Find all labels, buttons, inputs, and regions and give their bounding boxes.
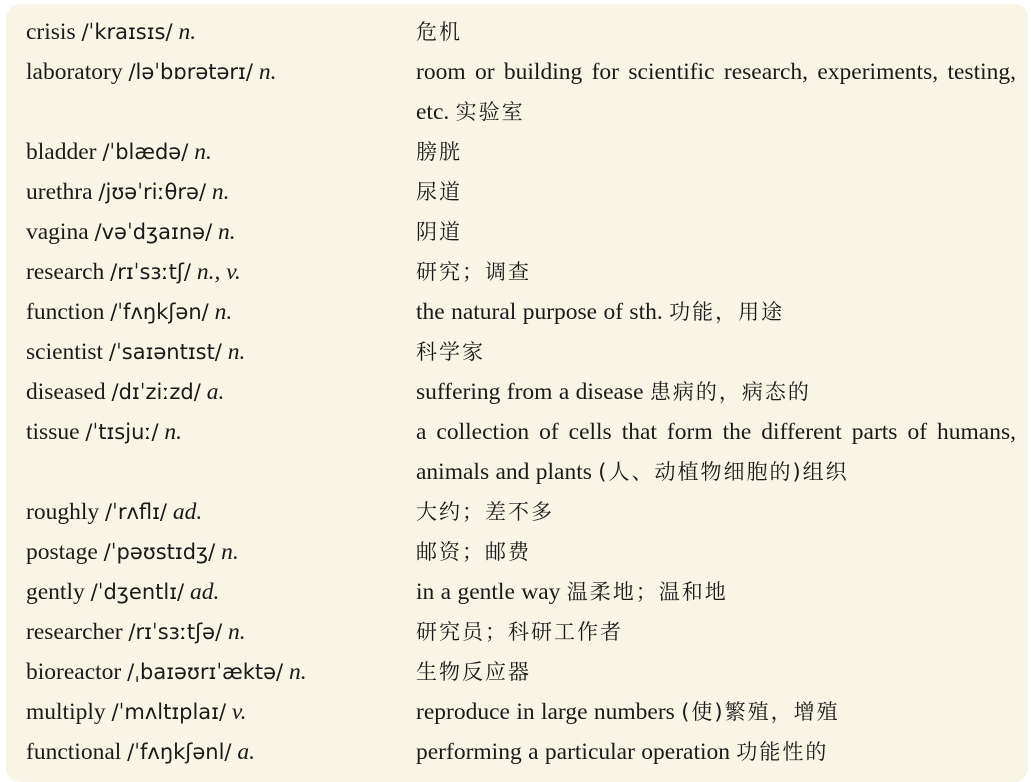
pronunciation: /ˈtɪsjuː/ [85,420,159,444]
definition [416,372,1016,412]
vocab-entry-researcher [26,612,1016,652]
headword [26,572,416,612]
vocab-entry-function [26,292,1016,332]
vocab-entry-tissue [26,412,1016,492]
headword [26,492,416,532]
part-of-speech: n. [211,179,230,205]
definition-cn: 危机 [416,20,462,44]
word: urethra [26,179,93,205]
definition-en: suffering from a disease [416,379,644,405]
part-of-speech: a. [237,739,255,765]
pronunciation: /vəˈdʒaɪnə/ [94,220,213,244]
word: research [26,259,105,285]
word: postage [26,539,98,565]
pronunciation: /ˈblædə/ [102,140,189,164]
part-of-speech: n. [218,219,236,245]
definition-cn: 研究员；科研工作者 [416,620,623,644]
word: researcher [26,619,123,645]
word: laboratory [26,59,123,85]
definition [416,412,1016,492]
definition [416,572,1016,612]
part-of-speech: ad. [190,579,220,605]
definition-en: the natural purpose of sth. [416,299,663,325]
definition-cn: 患病的，病态的 [649,380,811,404]
part-of-speech: n. [164,419,183,445]
pronunciation: /ˈsaɪəntɪst/ [108,340,222,364]
vocab-entry-roughly [26,492,1016,532]
definition [416,732,1016,772]
definition-cn: (使)繁殖，增殖 [681,700,840,724]
pronunciation: /ˈpəʊstɪdʒ/ [103,540,216,564]
definition-en: performing a particular operation [416,739,731,765]
definition-cn: 温柔地；温和地 [566,580,728,604]
headword [26,292,416,332]
word: bioreactor [26,659,122,685]
pronunciation: /rɪˈsɜːtʃ/ [110,260,191,284]
definition-cn: 膀胱 [416,140,462,164]
definition-en: in a gentle way [416,579,561,605]
definition-cn: 科学家 [416,340,485,364]
definition [416,212,1016,252]
pronunciation: /ˈdʒentlɪ/ [90,580,185,604]
headword [26,412,416,452]
part-of-speech: n. [288,659,307,685]
vocab-entry-gently [26,572,1016,612]
headword [26,52,416,92]
vocab-entry-scientist [26,332,1016,372]
definition-cn: 生物反应器 [416,660,531,684]
definition-cn: 邮资；邮费 [416,540,531,564]
word: vagina [26,219,89,245]
definition-cn: 功能性的 [736,740,829,764]
word: roughly [26,499,100,525]
pronunciation: /ˈrʌflɪ/ [104,500,167,524]
vocab-entry-urethra [26,172,1016,212]
definition-cn: (人、动植物细胞的)组织 [598,460,849,484]
part-of-speech: n. [228,619,246,645]
word: multiply [26,699,106,725]
definition-en: a collection of cells that form the different parts of humans, animals and plants [416,419,1016,485]
vocabulary-list [26,12,1016,772]
part-of-speech: n. [178,19,197,45]
part-of-speech: ad. [172,499,203,525]
headword [26,332,416,372]
vocab-entry-multiply [26,692,1016,732]
headword [26,532,416,572]
definition-cn: 大约；差不多 [416,500,554,524]
definition-en: reproduce in large numbers [416,699,675,725]
headword [26,732,416,772]
part-of-speech: n. [221,539,239,565]
part-of-speech: n. [214,299,233,325]
headword [26,172,416,212]
headword [26,692,416,732]
definition [416,52,1016,132]
headword [26,652,416,692]
definition-cn: 阴道 [416,220,462,244]
part-of-speech: v. [231,699,247,725]
definition-cn: 研究；调查 [416,260,531,284]
part-of-speech: n. [227,339,246,365]
definition [416,252,1016,292]
word: diseased [26,379,106,405]
part-of-speech: n. [258,59,277,85]
headword [26,372,416,412]
pronunciation: /ˈmʌltɪplaɪ/ [111,700,227,724]
headword [26,612,416,652]
word: scientist [26,339,104,365]
pronunciation: /rɪˈsɜːtʃə/ [128,620,223,644]
definition [416,172,1016,212]
word: function [26,299,105,325]
vocab-entry-crisis [26,12,1016,52]
word: functional [26,739,122,765]
definition-cn: 功能，用途 [669,300,785,324]
definition [416,12,1016,52]
word: tissue [26,419,80,445]
vocab-entry-diseased [26,372,1016,412]
pronunciation: /ˈkraɪsɪs/ [81,20,173,44]
definition [416,292,1016,332]
definition-cn: 实验室 [455,100,525,124]
definition [416,332,1016,372]
pronunciation: /dɪˈziːzd/ [111,380,201,404]
headword [26,212,416,252]
vocab-entry-bioreactor [26,652,1016,692]
pronunciation: /ˈfʌŋkʃən/ [110,300,209,324]
definition [416,532,1016,572]
definition-en: room or building for scientific research, experiments, testing, etc. [416,59,1016,125]
headword [26,12,416,52]
pronunciation: /jʊəˈriːθrə/ [98,180,207,204]
vocab-entry-functional [26,732,1016,772]
part-of-speech: n. [194,139,212,165]
vocab-entry-vagina [26,212,1016,252]
definition [416,652,1016,692]
definition [416,612,1016,652]
definition [416,132,1016,172]
definition [416,492,1016,532]
vocab-entry-postage [26,532,1016,572]
word: crisis [26,19,76,45]
pronunciation: /ləˈbɒrətərɪ/ [128,60,253,84]
pronunciation: /ˈfʌŋkʃənl/ [127,740,232,764]
definition-cn: 尿道 [416,180,462,204]
word: bladder [26,139,97,165]
headword [26,252,416,292]
part-of-speech: n., v. [196,259,241,285]
word: gently [26,579,85,605]
part-of-speech: a. [206,379,225,405]
headword [26,132,416,172]
vocab-entry-bladder [26,132,1016,172]
definition [416,692,1016,732]
vocab-entry-research [26,252,1016,292]
vocab-entry-laboratory [26,52,1016,132]
pronunciation: /ˌbaɪəʊrɪˈæktə/ [127,660,284,684]
